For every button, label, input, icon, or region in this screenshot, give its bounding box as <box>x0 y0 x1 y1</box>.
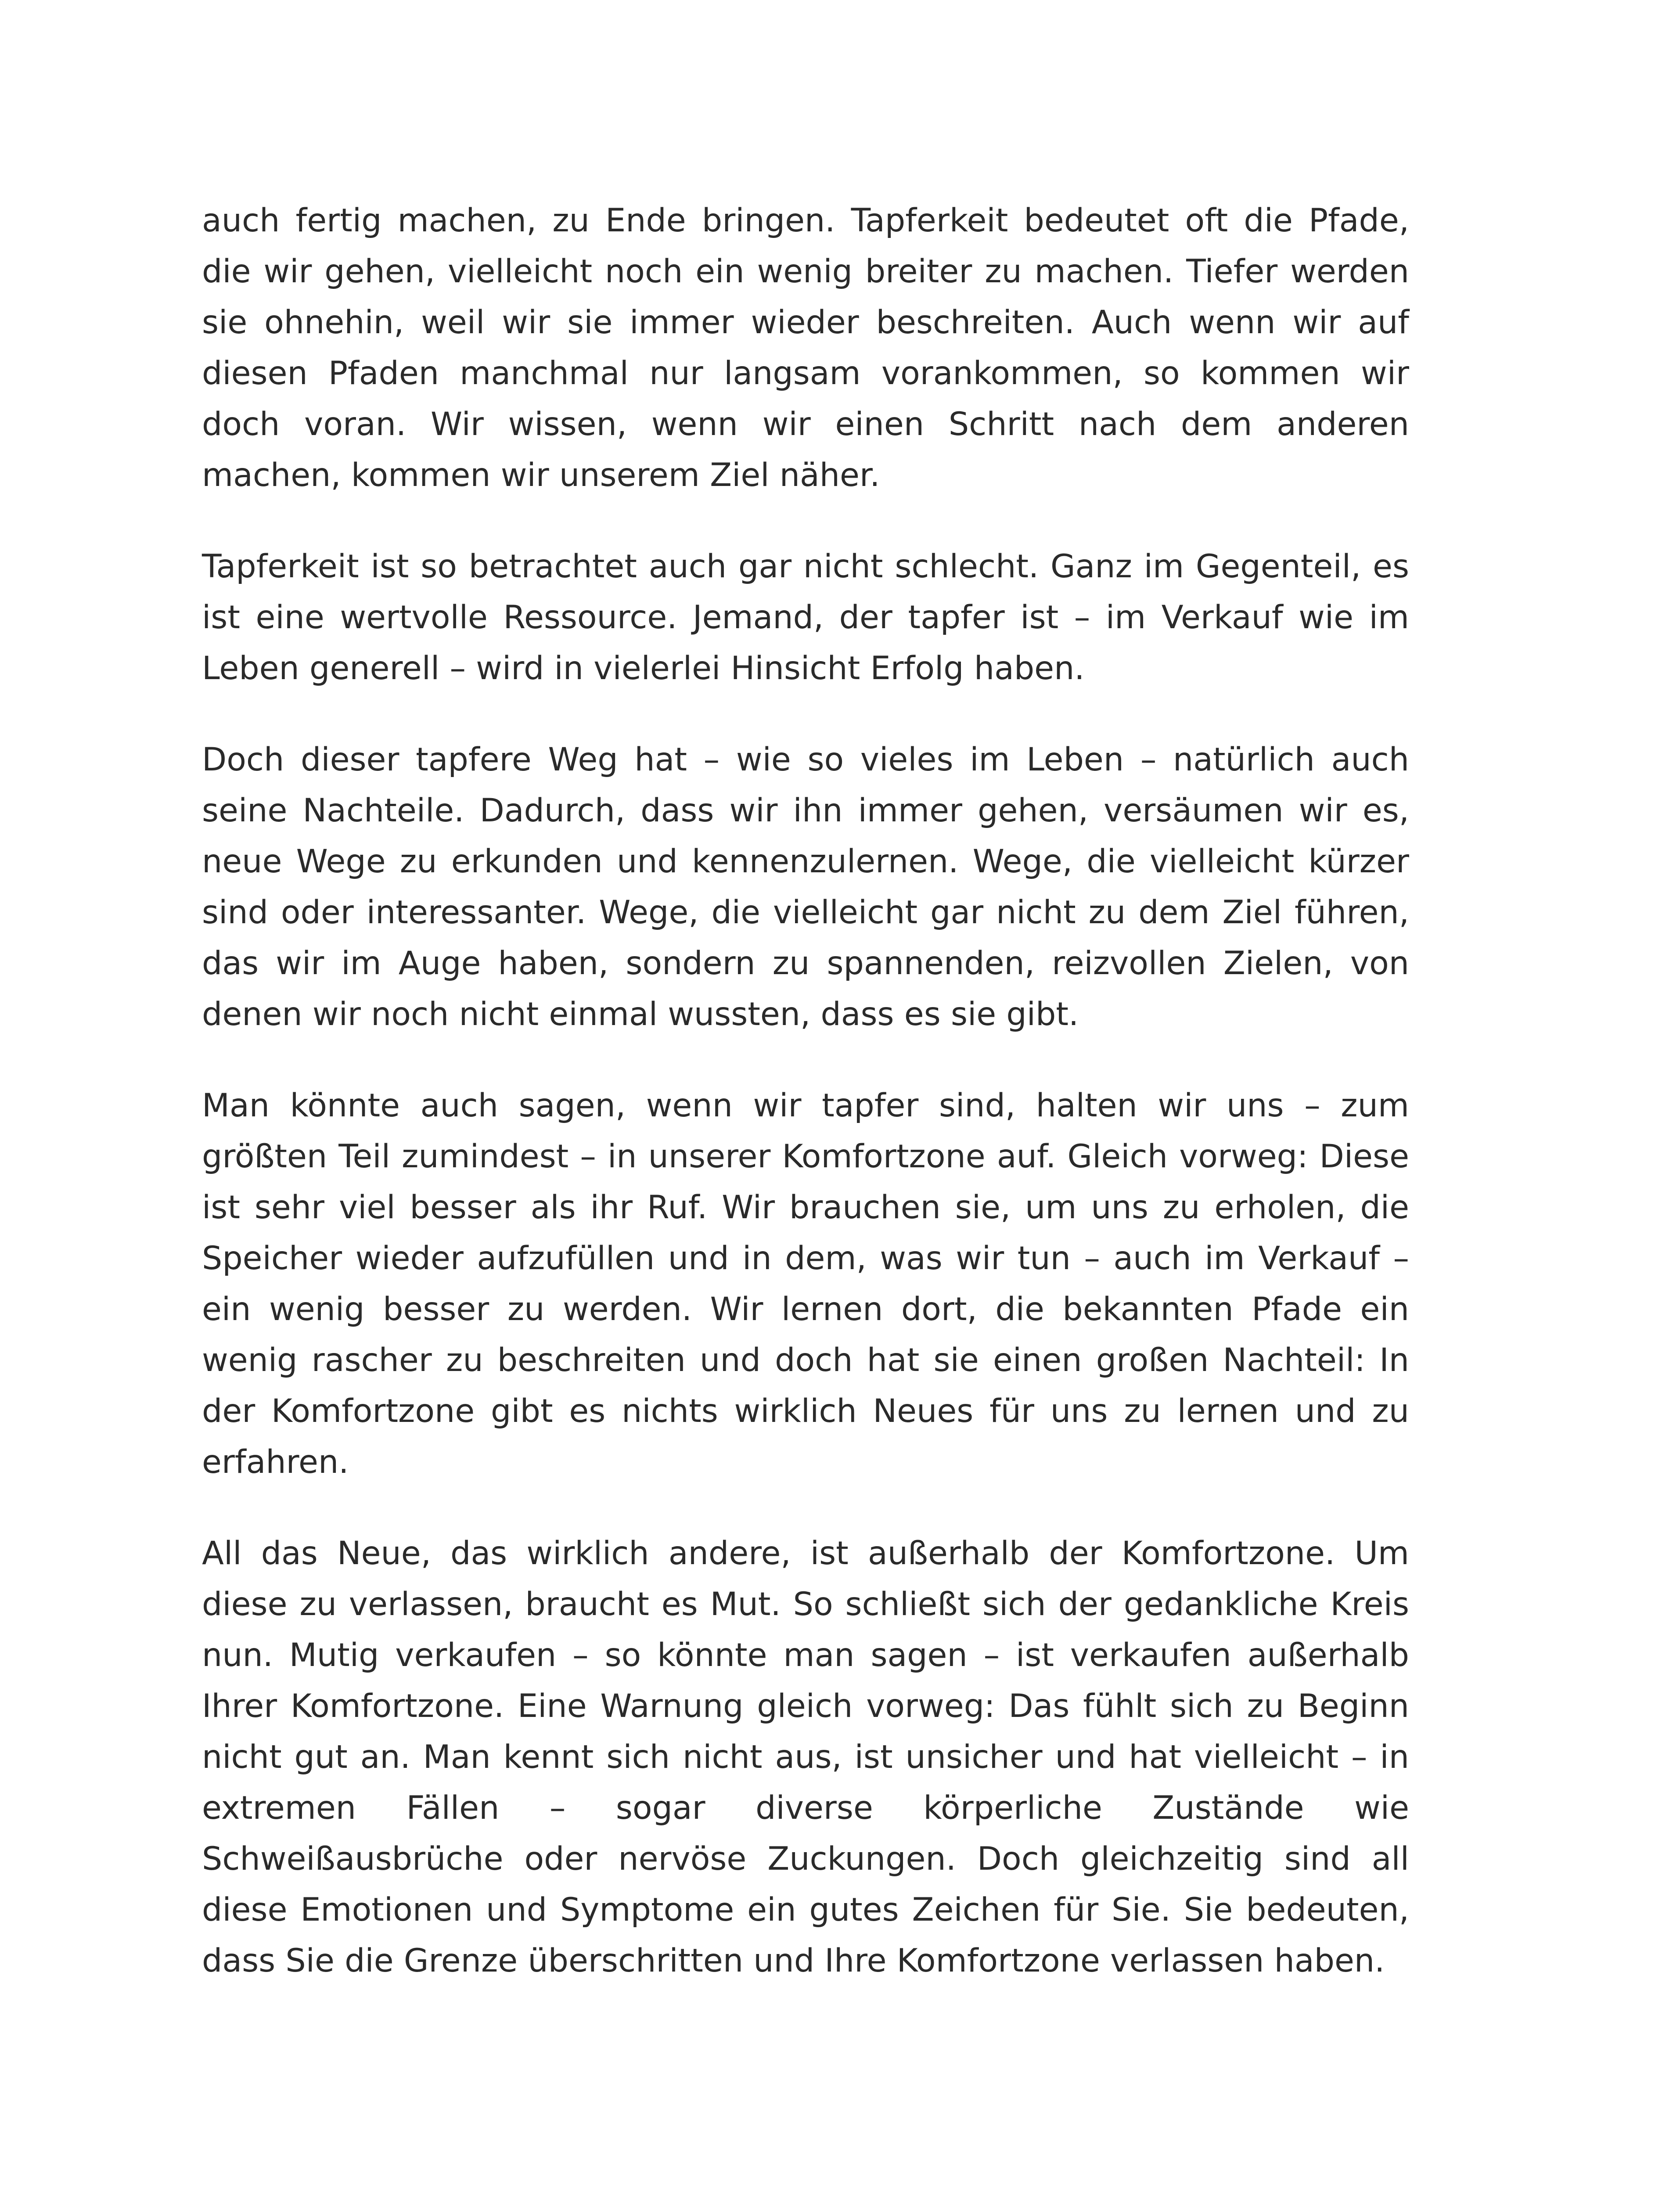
paragraph-1: auch fertig machen, zu Ende bringen. Tapferkeit bedeutet oft die Pfade, die wir gehen, vielleicht noch ein wenig breiter zu machen. Tiefer werden sie ohnehin, weil wir sie immer wieder beschreiten. Auch wenn wir auf diesen Pfaden manchmal nur langsam vorankommen, so kommen wir doch voran. Wir wissen, wenn wir einen Schritt nach dem anderen machen, kommen wir unserem Ziel näher. <box>202 202 1409 494</box>
paragraph-4: Man könnte auch sagen, wenn wir tapfer sind, halten wir uns – zum größten Teil zumindest – in unserer Komfortzone auf. Gleich vorweg: Diese ist sehr viel besser als ihr Ruf. Wir brauchen sie, um uns zu erholen, die Speicher wieder aufzufüllen und in dem, was wir tun – auch im Verkauf – ein wenig besser zu werden. Wir lernen dort, die bekannten Pfade ein wenig rascher zu beschreiten und doch hat sie einen großen Nachteil: In der Komfortzone gibt es nichts wirklich Neues für uns zu lernen und zu erfahren. <box>202 1087 1409 1481</box>
paragraph-3: Doch dieser tapfere Weg hat – wie so vieles im Leben – natürlich auch seine Nachteile. Dadurch, dass wir ihn immer gehen, versäumen wir es, neue Wege zu erkunden und kennenzulernen. Wege, die vielleicht kürzer sind oder interessanter. Wege, die vielleicht gar nicht zu dem Ziel führen, das wir im Auge haben, sondern zu spannenden, reizvollen Zielen, von denen wir noch nicht einmal wussten, dass es sie gibt. <box>202 741 1409 1033</box>
paragraph-2: Tapferkeit ist so betrachtet auch gar nicht schlecht. Ganz im Gegenteil, es ist eine wertvolle Ressource. Jemand, der tapfer ist – im Verkauf wie im Leben generell – wird in vielerlei Hinsicht Erfolg haben. <box>202 548 1409 687</box>
body-text <box>202 195 1409 2027</box>
paragraph-5: All das Neue, das wirklich andere, ist außerhalb der Komfortzone. Um diese zu verlassen, braucht es Mut. So schließt sich der gedankliche Kreis nun. Mutig verkaufen – so könnte man sagen – ist verkaufen außerhalb Ihrer Komfortzone. Eine Warnung gleich vorweg: Das fühlt sich zu Beginn nicht gut an. Man kennt sich nicht aus, ist unsicher und hat vielleicht – in extremen Fällen – sogar diverse körperliche Zustände wie Schweißausbrüche oder nervöse Zuckungen. Doch gleichzeitig sind all diese Emotionen und Symptome ein gutes Zeichen für Sie. Sie bedeuten, dass Sie die Grenze überschritten und Ihre Komfortzone verlassen haben. <box>202 1535 1409 1979</box>
